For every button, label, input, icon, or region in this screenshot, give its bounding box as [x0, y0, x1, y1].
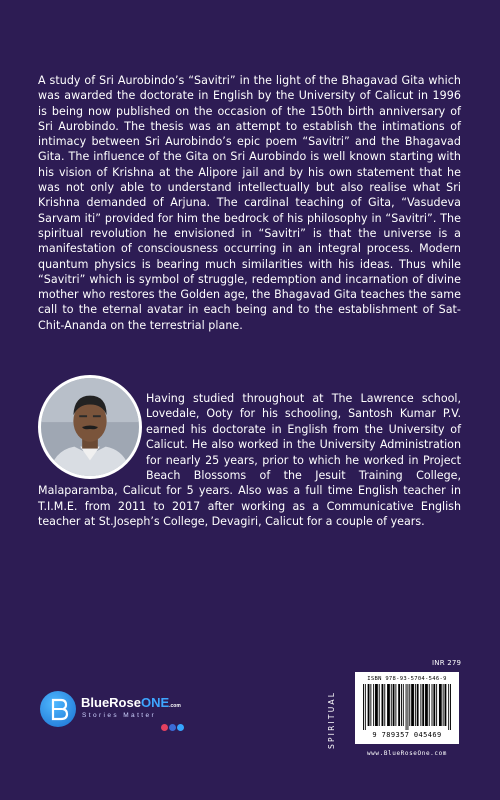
price-label: INR 279: [432, 659, 462, 667]
publisher-logo: [40, 689, 200, 739]
twitter-icon: [177, 724, 184, 731]
social-icons: [161, 724, 184, 731]
publisher-website[interactable]: www.BlueRoseOne.com: [366, 750, 448, 757]
photo-spacer: [38, 391, 146, 483]
publisher-tagline: Stories Matter: [82, 712, 157, 719]
author-bio: Having studied throughout at The Lawrence school, Lovedale, Ooty for his schooling, Santosh Kumar P.V. earned his doctorate in English from the University of Calicut. He also worked in the University Administration for nearly 25 years, prior to which he worked in Project Beach Blossoms of the Jesuit Training College, Malaparamba, Calicut for 5 years. Also was a full time English teacher in T.I.M.E. from 2011 to 2017 after working as a Communicative English teacher at St.Joseph’s College, Devagiri, Calicut for a couple of years.: [38, 392, 461, 529]
barcode-digits: 9 789357 045469: [372, 731, 442, 739]
book-synopsis: A study of Sri Aurobindo’s “Savitri” in the light of the Bhagavad Gita which was awarded the doctorate in English by the University of Calicut in 1996 is being now published on the occasion of the 150th birth anniversary of Sri Aurobindo. The thesis was an attempt to establish the intimations of intimacy between Sri Aurobindo’s epic poem “Savitri” and the Bhagavad Gita. The influence of the Gita on Sri Aurobindo is well known starting with his vision of Krishna at the Alipore jail and by his own statement that he was not only able to understand intellectually but also realise what Sri Krishna demanded of Arjuna. The cardinal teaching of Gita, “Vasudeva Sarvam iti” provided for him the bedrock of his philosophy in “Savitri”. The spiritual revolution he envisioned in “Savitri” is that the universe is a manifestation of consciousness occurring in an integral process. Modern quantum physics is bearing much similarities with his ideas. Thus while “Savitri” which is symbol of struggle, redemption and incarnation of divine mother who restores the Golden age, the Bhagavad Gita teaches the same call to the eternal avatar in each being and to the establishment of Sat-Chit-Ananda on the terrestrial plane.: [38, 74, 461, 332]
instagram-icon: [161, 724, 168, 731]
publisher-name-suffix: .com: [169, 703, 181, 709]
publisher-name-part1: BlueRose: [81, 695, 141, 710]
author-bio-block: [38, 391, 461, 530]
barcode-icon: [363, 684, 451, 730]
bluerose-logo-icon: [40, 691, 76, 727]
isbn-barcode-box: [355, 672, 459, 744]
publisher-name: [81, 695, 181, 710]
facebook-icon: [169, 724, 176, 731]
publisher-name-part2: ONE: [140, 695, 170, 710]
isbn-label: ISBN 978-93-5704-546-9: [367, 676, 447, 682]
genre-label: SPIRITUAL: [327, 690, 336, 750]
